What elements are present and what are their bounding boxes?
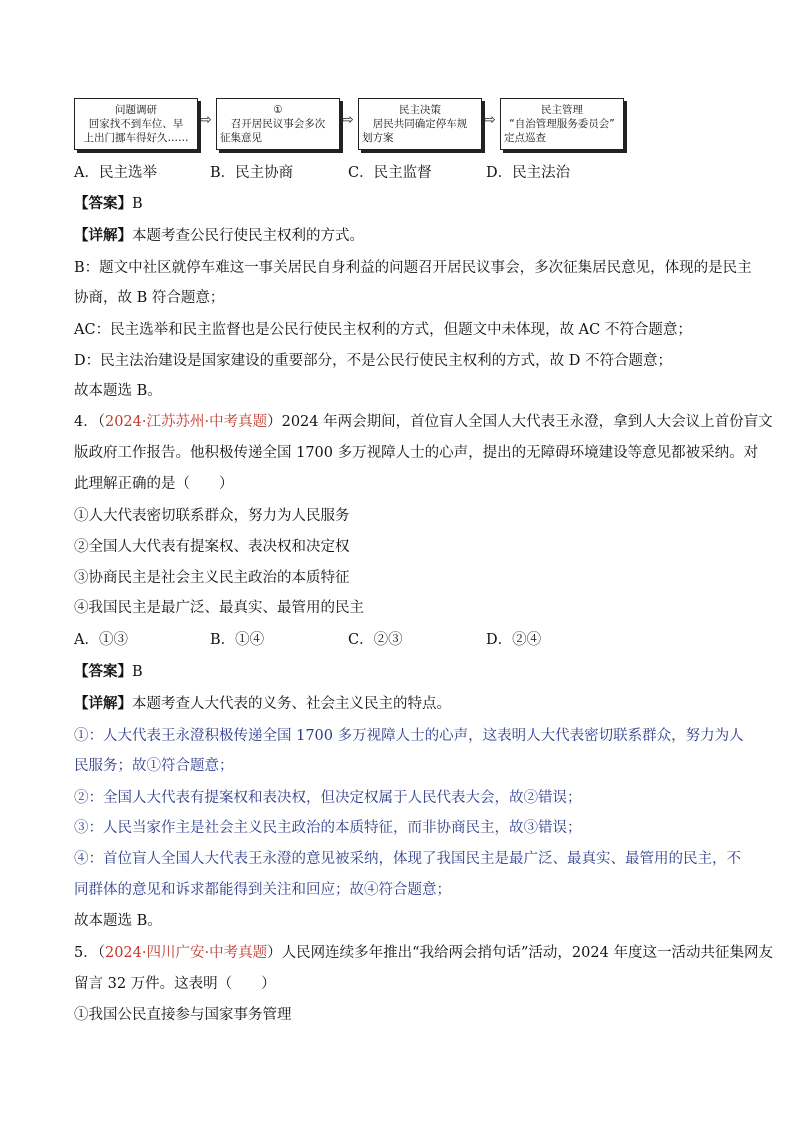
flow-box-decision [358, 98, 482, 150]
question-number: 5．（ [74, 945, 105, 961]
explanation-line: ④：首位盲人全国人大代表王永澄的意见被采纳，体现了我国民主是最广泛、最真实、最管用的民主，不 [74, 851, 741, 867]
flow-box-text: 定点巡查 [504, 132, 546, 144]
statement-item: ④我国民主是最广泛、最真实、最管用的民主 [74, 600, 364, 616]
option-a: A．①③ [74, 632, 128, 648]
detail-text: 本题考查公民行使民主权利的方式。 [132, 228, 364, 244]
explanation-line: 协商，故 B 符合题意； [74, 290, 225, 306]
question-4-stem [74, 412, 773, 432]
detail-text: 本题考查人大代表的义务、社会主义民主的特点。 [132, 696, 451, 712]
explanation-line: ①：人大代表王永澄积极传递全国 1700 多万视障人士的心声，这表明人大代表密切联系群众，努力为人 [74, 728, 744, 744]
flow-box-text: “自治管理服务委员会” [509, 118, 615, 130]
flow-box-text: 征集意见 [220, 132, 262, 144]
flow-box-text: 居民共同确定停车规 [372, 118, 468, 130]
statement-item: ①我国公民直接参与国家事务管理 [74, 1007, 292, 1023]
flow-diagram [74, 98, 634, 156]
detail-line [74, 694, 451, 714]
question-source-close: ） [267, 414, 282, 430]
option-a: A．民主选举 [74, 165, 157, 181]
question-stem-line: 版政府工作报告。他积极传递全国 1700 多万视障人士的心声，提出的无障碍环境建设等意见都被采纳。对 [74, 445, 759, 461]
flow-arrow-icon: ⇨ [200, 112, 212, 128]
flow-box-title: 民主决策 [399, 104, 441, 116]
option-d: D．②④ [486, 632, 542, 648]
question-5-stem [74, 943, 773, 963]
question-source: 2024·江苏苏州·中考真题 [104, 414, 268, 430]
flow-arrow-icon: ⇨ [484, 112, 496, 128]
question-stem-text: 2024 年两会期间，首位盲人全国人大代表王永澄，拿到人大会议上首份盲文 [281, 414, 773, 430]
option-b: B．①④ [210, 632, 265, 648]
flow-box-management [500, 98, 624, 150]
answer-tag: 【答案】 [74, 663, 132, 680]
explanation-line: 同群体的意见和诉求都能得到关注和回应；故④符合题意； [74, 882, 451, 898]
answer-line [74, 662, 143, 682]
statement-item: ②全国人大代表有提案权、表决权和决定权 [74, 539, 350, 555]
flow-box-text: 回家找不到车位、早 [88, 118, 184, 130]
option-b: B．民主协商 [210, 165, 294, 181]
question-stem-line: 留言 32 万件。这表明（ ） [74, 976, 276, 992]
statement-item: ①人大代表密切联系群众，努力为人民服务 [74, 508, 350, 524]
answer-value: B [132, 196, 143, 212]
detail-tag: 【详解】 [74, 695, 132, 712]
flow-box-text: 召开居民议事会多次 [230, 118, 326, 130]
explanation-line: 民服务；故①符合题意； [74, 758, 234, 774]
explanation-line: AC：民主选举和民主监督也是公民行使民主权利的方式，但题文中未体现，故 AC 不符合题意； [74, 322, 692, 338]
flow-box-consultation [216, 98, 340, 150]
answer-value: B [132, 664, 143, 680]
explanation-line: B：题文中社区就停车难这一事关居民自身利益的问题召开居民议事会，多次征集居民意见，体现的是民主 [74, 260, 752, 276]
option-c: C．民主监督 [348, 165, 432, 181]
detail-tag: 【详解】 [74, 227, 132, 244]
option-d: D．民主法治 [486, 165, 571, 181]
flow-box-title: ① [273, 104, 283, 116]
detail-line [74, 226, 364, 246]
flow-box-title: 民主管理 [541, 104, 583, 116]
explanation-line: 故本题选 B。 [74, 383, 162, 399]
explanation-line: ③：人民当家作主是社会主义民主政治的本质特征，而非协商民主，故③错误； [74, 820, 582, 836]
option-c: C．②③ [348, 632, 403, 648]
answer-line [74, 194, 143, 214]
question-stem-text: 人民网连续多年推出“我给两会捎句话”活动，2024 年度这一活动共征集网友 [281, 945, 773, 961]
flow-box-title: 问题调研 [115, 104, 157, 116]
statement-item: ③协商民主是社会主义民主政治的本质特征 [74, 570, 350, 586]
answer-tag: 【答案】 [74, 195, 132, 212]
question-source: 2024·四川广安·中考真题 [104, 945, 268, 961]
explanation-line: ②：全国人大代表有提案权和表决权，但决定权属于人民代表大会，故②错误； [74, 790, 582, 806]
flow-arrow-icon: ⇨ [342, 112, 354, 128]
explanation-line: D：民主法治建设是国家建设的重要部分，不是公民行使民主权利的方式，故 D 不符合题意； [74, 353, 672, 369]
question-source-close: ） [267, 945, 282, 961]
question-number: 4．（ [74, 414, 105, 430]
flow-box-research [74, 98, 198, 150]
flow-box-text: 上出门挪车得好久…… [83, 132, 189, 144]
flow-box-text: 划方案 [362, 132, 394, 144]
question-stem-line: 此理解正确的是（ ） [74, 476, 234, 492]
explanation-line: 故本题选 B。 [74, 913, 162, 929]
